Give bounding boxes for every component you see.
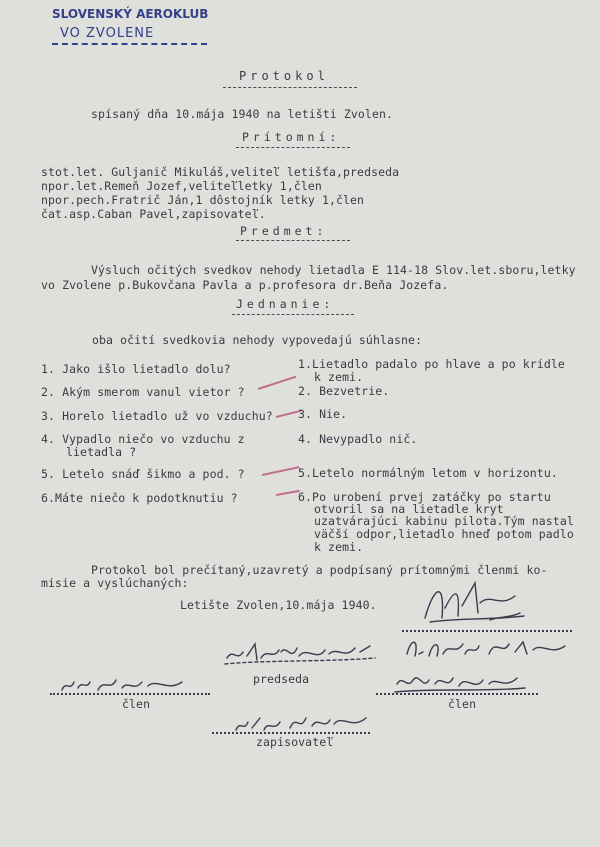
- question-4: 4. Vypadlo niečo vo vzduchu z: [41, 432, 245, 446]
- subject-line-1: Výsluch očitých svedkov nehody lietadla E 114-18 Slov.let.sboru,letky: [91, 263, 576, 277]
- answer-1-continued: k zemi.: [314, 370, 364, 384]
- intro-line: spísaný dňa 10.mája 1940 na letišti Zvolen.: [91, 107, 394, 121]
- present-line-4: čat.asp.Caban Pavel,zapisovateľ.: [41, 207, 266, 221]
- red-mark-6: [276, 490, 300, 496]
- recorder-dotted-line: [212, 732, 370, 734]
- question-5: 5. Letelo snáď šikmo a pod. ?: [41, 467, 245, 481]
- present-line-1: stot.let. Guljanič Mikuláš,veliteľ letišťa,predseda: [41, 165, 400, 179]
- member-right-role: člen: [448, 697, 477, 711]
- proceedings-heading: Jednanie:: [236, 297, 335, 311]
- signature-witness-top: [420, 578, 530, 628]
- red-mark-2: [258, 376, 297, 390]
- proceedings-underline: [232, 314, 354, 315]
- answer-6-line-2: otvoril sa na lietadle kryt: [314, 502, 504, 516]
- place-date: Letište Zvolen,10.mája 1940.: [180, 598, 377, 612]
- present-line-3: npor.pech.Fratrič Ján,1 dôstojník letky 1,člen: [41, 193, 365, 207]
- answer-6-line-4: väčší odpor,lietadlo hneď potom padlo: [314, 527, 574, 541]
- subject-heading: Predmet:: [240, 224, 328, 238]
- stamp-line-2: VO ZVOLENE: [60, 26, 155, 41]
- witness-dotted-line: [402, 630, 572, 632]
- club-stamp: [52, 7, 212, 51]
- closing-line-1: Protokol bol prečítaný,uzavretý a podpísaný prítomnými členmi ko-: [91, 563, 548, 577]
- proceedings-intro: oba očití svedkovia nehody vypovedajú súhlasne:: [92, 333, 423, 347]
- chair-role: predseda: [253, 672, 310, 686]
- answer-6: 6.Po urobení prvej zatáčky po startu: [298, 490, 551, 504]
- signature-witness: [405, 634, 575, 662]
- subject-underline: [236, 240, 350, 241]
- question-3: 3. Horelo lietadlo už vo vzduchu?: [41, 409, 273, 423]
- question-1: 1. Jako išlo lietadlo dolu?: [41, 362, 231, 376]
- answer-5: 5.Letelo normálným letom v horizontu.: [298, 466, 558, 480]
- document-title: Protokol: [239, 69, 329, 83]
- stamp-underline: [52, 43, 207, 45]
- signature-chair: [225, 638, 375, 668]
- closing-line-2: misie a vyslúchaných:: [41, 576, 189, 590]
- stamp-line-1: SLOVENSKÝ AEROKLUB: [52, 7, 209, 21]
- present-line-2: npor.let.Remeň Jozef,veliteľletky 1,člen: [41, 179, 322, 193]
- present-heading: Prítomní:: [242, 130, 341, 144]
- present-underline: [236, 147, 350, 148]
- answer-4: 4. Nevypadlo nič.: [298, 432, 418, 446]
- question-4-continued: lietadla ?: [66, 445, 137, 459]
- answer-1: 1.Lietadlo padalo po hlave a po krídle: [298, 357, 565, 371]
- member-right-dotted-line: [376, 693, 538, 695]
- answer-2: 2. Bezvetrie.: [298, 384, 390, 398]
- answer-6-line-5: k zemi.: [314, 540, 364, 554]
- member-left-role: člen: [122, 697, 151, 711]
- subject-line-2: vo Zvolene p.Bukovčana Pavla a p.profesora dr.Beňa Jozefa.: [41, 278, 449, 292]
- title-underline: [223, 87, 357, 88]
- red-mark-5: [262, 466, 299, 475]
- answer-6-line-3: uzatvárajúci kabinu pilota.Tým nastal: [314, 514, 574, 528]
- answer-3: 3. Nie.: [298, 407, 348, 421]
- member-left-dotted-line: [50, 693, 210, 695]
- recorder-role: zapisovateľ: [256, 735, 334, 749]
- question-2: 2. Akým smerom vanul vietor ?: [41, 385, 245, 399]
- question-6: 6.Máte niečo k podotknutiu ?: [41, 491, 238, 505]
